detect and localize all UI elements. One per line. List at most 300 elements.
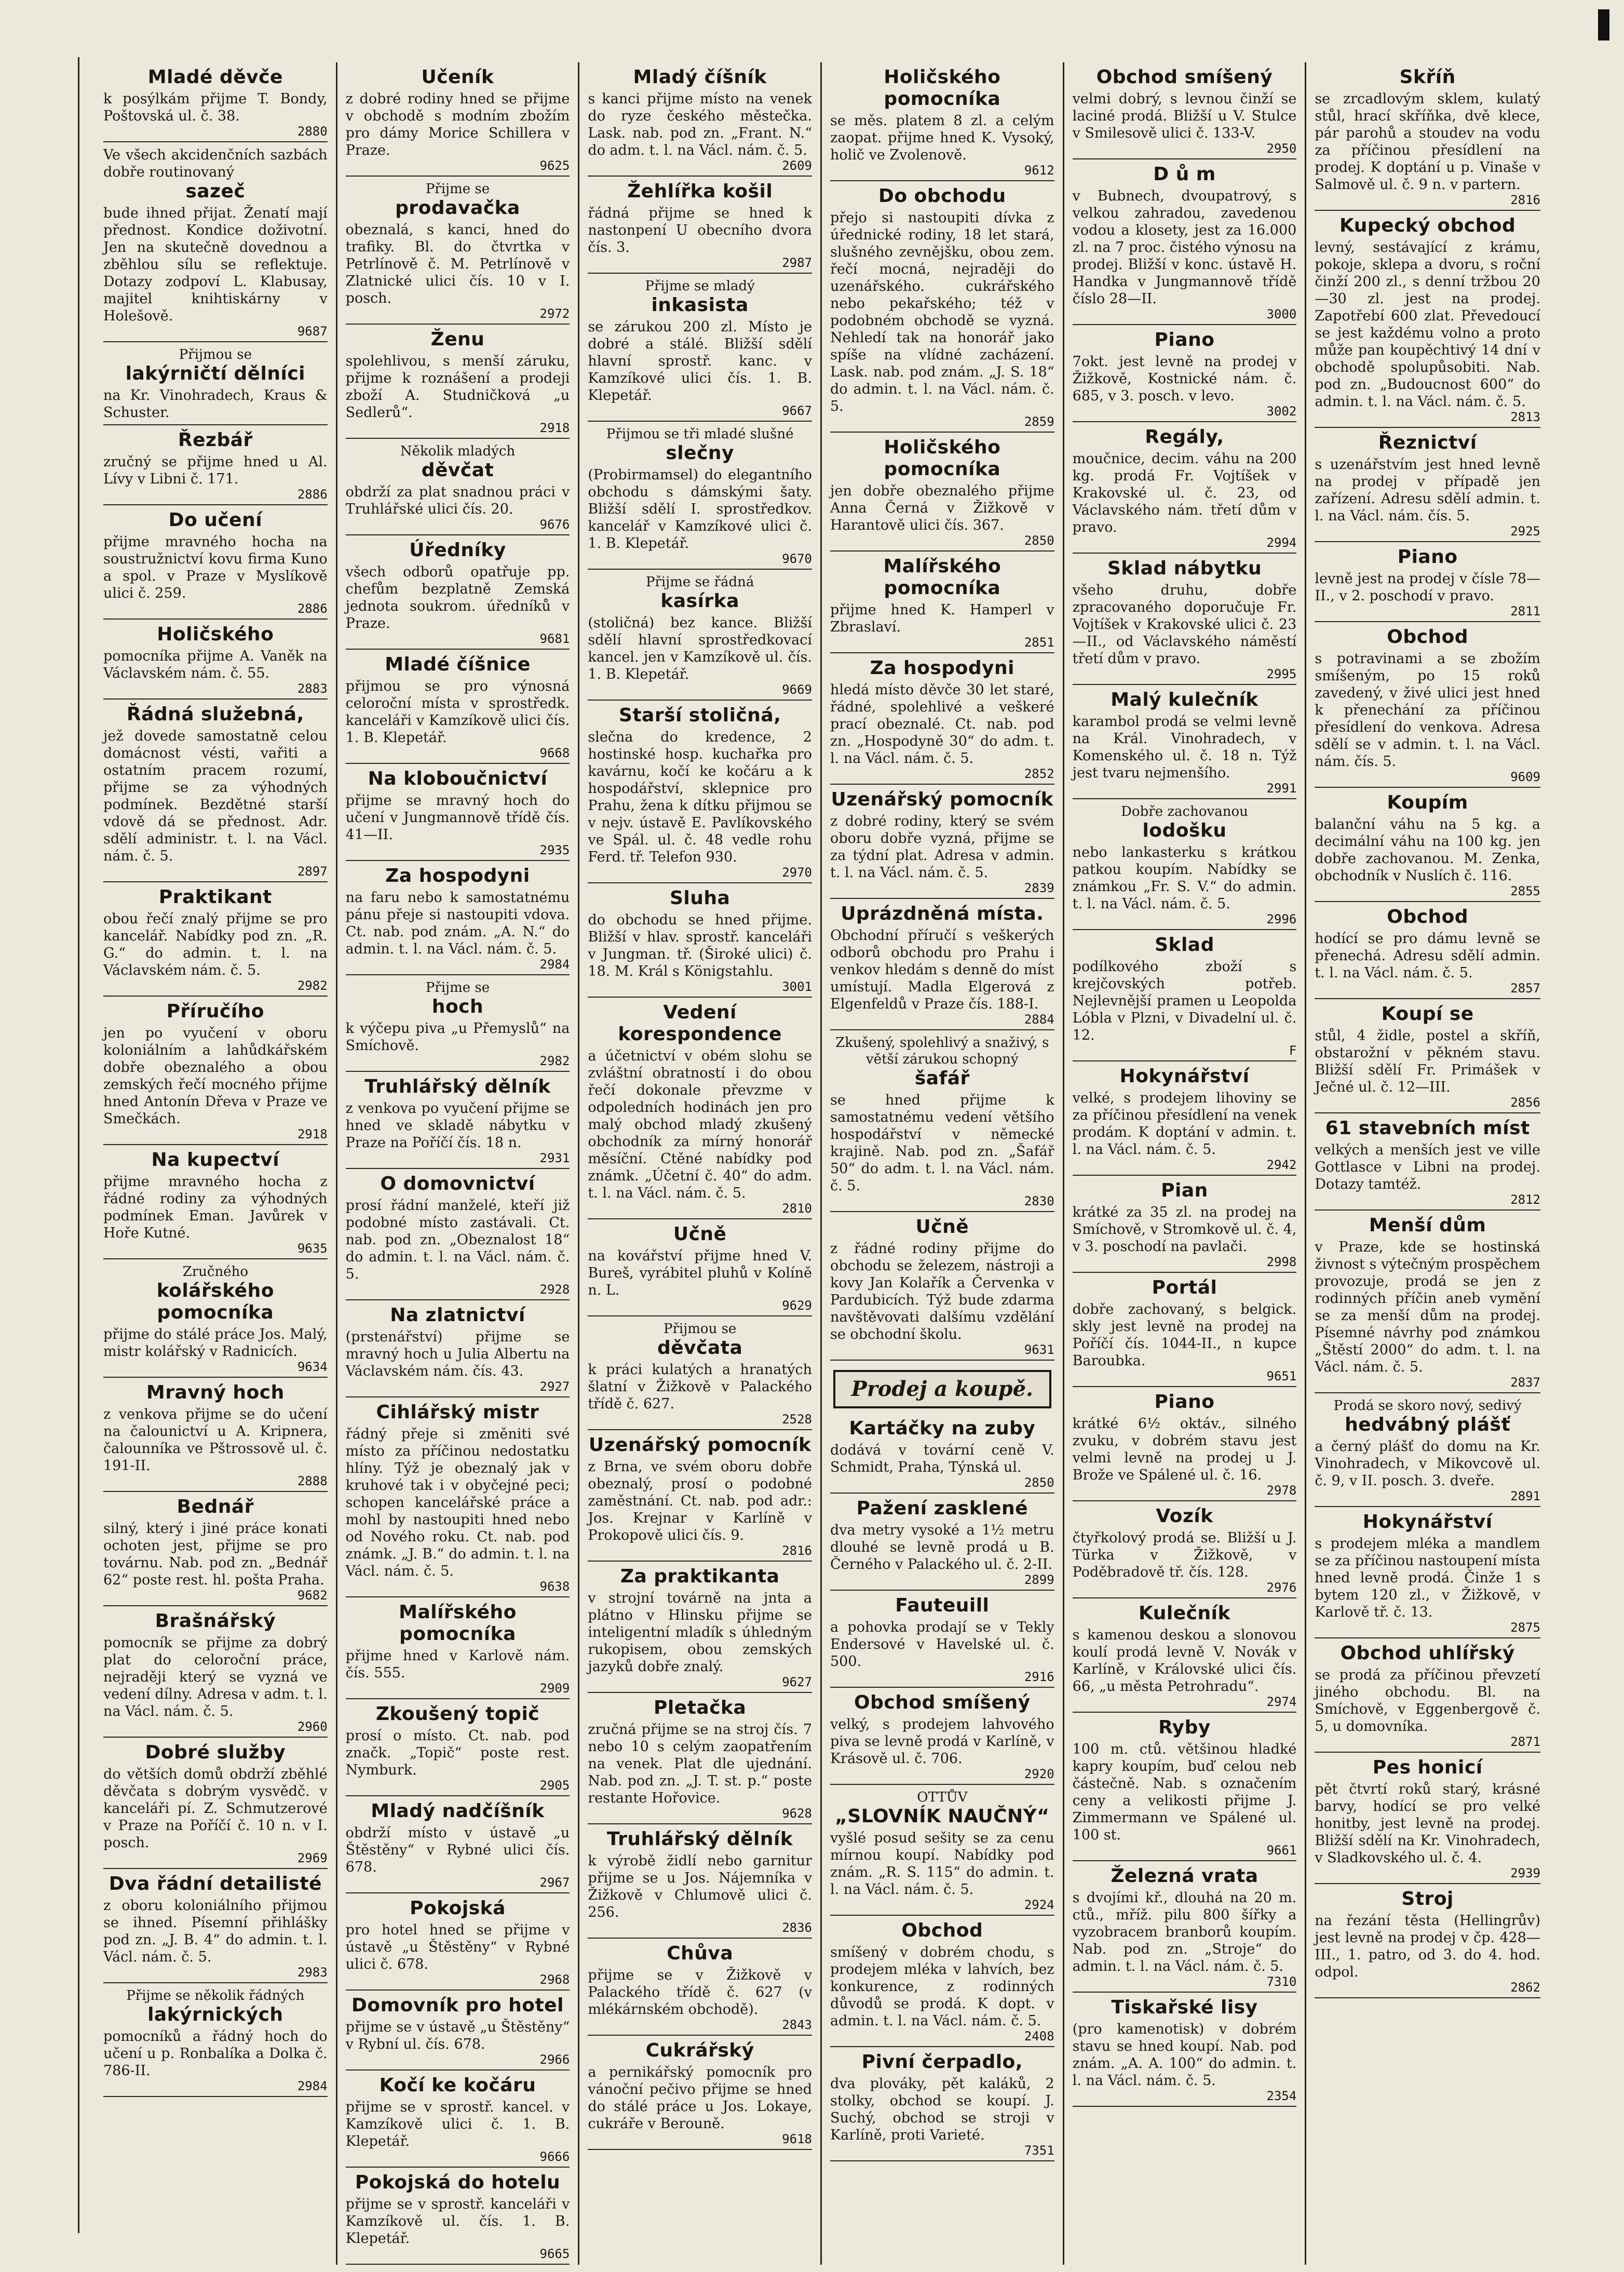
ad-heading: Řeznictví — [1378, 432, 1477, 453]
ad-number: 2996 — [1266, 912, 1297, 926]
ad-number: 2886 — [297, 487, 328, 502]
ad-text: dva metry vysoké a 1½ metru dlouhé se levně prodá u B. Černého v Palackého ul. č. 2-II. — [830, 1522, 1054, 1572]
ad-number: 2837 — [1510, 1375, 1540, 1390]
classified-ad — [346, 1397, 570, 1597]
ad-heading: Uprázdněná místa. — [841, 903, 1044, 924]
ad-heading: Příručího — [166, 1001, 265, 1022]
ad-heading: Koupí se — [1381, 1003, 1474, 1025]
classified-ad — [830, 552, 1054, 653]
ad-number: 2994 — [1266, 535, 1297, 550]
ad-text: z Brna, ve svém oboru dobře obeznalý, prosí o podobné zaměstnání. Ct. nab. pod adr.: Jos. Krejnar v Karlíně v Prokopově ulici čís. 9. — [588, 1459, 812, 1543]
ad-number: 2897 — [297, 864, 328, 879]
ad-heading: Sklad — [1155, 934, 1214, 956]
classified-ad — [1073, 1176, 1297, 1273]
ad-text: podílkového zboží s krejčovských potřeb. Nejlevnější pramen u Leopolda Lóbla v Plzni, v Divadelní ul. č. 12. — [1072, 959, 1297, 1043]
ad-text: z dobré rodiny hned se přijme v obchodě s modním zbožím pro dámy Morice Schillera v Praze. — [345, 91, 570, 158]
ad-number: 2978 — [1266, 1483, 1297, 1498]
ad-text: se zárukou 200 zl. Místo je dobré a stálé. Bližší sdělí hlavní sprostř. kanc. v Kamzíkové ulici čís. 1. B. Klepetář. — [588, 319, 812, 404]
ad-number: 2972 — [539, 306, 570, 321]
ad-text: hodící se pro dámu levně se přenechá. Adresu sdělí admin. t. l. na Václ. nám. č. 5. — [1315, 931, 1540, 981]
classified-ad — [1315, 1393, 1540, 1507]
ad-number: 2843 — [782, 2018, 812, 2032]
ad-heading: Obchod uhlířský — [1340, 1643, 1515, 1664]
ad-number: 2905 — [539, 1778, 570, 1793]
ad-number: 9676 — [539, 517, 570, 532]
ad-heading: Obchod — [901, 1920, 983, 1941]
classified-ad — [830, 1785, 1054, 1916]
ad-number: 2855 — [1510, 884, 1540, 898]
ad-heading: Vozík — [1156, 1505, 1213, 1527]
ad-number: 2836 — [782, 1920, 812, 1935]
ad-text: na kovářství přijme hned V. Bureš, vyrábitel pluhů v Kolíně n. L. — [588, 1248, 812, 1298]
ad-heading: Dobré služby — [145, 1742, 286, 1763]
ad-heading: sazeč — [185, 181, 246, 202]
ad-text: bude ihned přijat. Ženatí mají přednost. Kondice doživotní. Jen na skutečně dovednou a zběhlou sílu se reflektuje. Dotazy zodpoví L. Klabusay, majitel knihtiskárny v Holešově. — [103, 205, 328, 324]
ad-number: 2918 — [297, 1127, 328, 1141]
classified-ad — [1315, 1884, 1540, 1998]
ad-text: levně jest na prodej v čísle 78—II., v 2. poschodí v pravo. — [1315, 571, 1540, 604]
ad-number: 2886 — [297, 601, 328, 616]
ad-text: všech odborů opatřuje pp. chefům bezplatně Zemská jednota soukrom. úředníků v Praze. — [345, 564, 570, 631]
ad-number: 9669 — [782, 682, 812, 697]
ad-text: všeho druhu, dobře zpracovaného doporučuje Fr. Vojtíšek v Krakovské ulici č. 23—II., od Václavského náměstí třetí dům v pravo. — [1072, 582, 1297, 667]
ad-heading: Žehlířka košil — [627, 181, 773, 202]
classified-ad — [830, 181, 1054, 433]
classified-ad — [830, 1916, 1054, 2047]
ad-heading: hedvábný plášť — [1345, 1414, 1511, 1435]
classified-ad — [103, 620, 328, 700]
ad-heading: Obchod smíšený — [854, 1692, 1031, 1713]
ad-heading: Kočí ke kočáru — [379, 2075, 536, 2096]
page-edge-mark — [1598, 9, 1609, 41]
ad-text: krátké 6½ oktáv., silného zvuku, v dobrém stavu jest velmi levně na prodej u J. Brože ve Spálené ul. č. 16. — [1072, 1416, 1297, 1483]
classified-ad — [1315, 428, 1540, 542]
classified-ad — [1073, 159, 1297, 325]
ad-heading: Úředníky — [409, 540, 506, 561]
ad-text: v Bubnech, dvoupatrový, s velkou zahradou, zavedenou vodou a klosety, jest za 16.000 zl. na 7 proc. čistého výnosu na prodej. Bližší v konc. ústavě H. Handka v Jungmannově třídě číslo 28—II. — [1072, 188, 1297, 307]
ad-heading: lakýrničtí dělníci — [125, 363, 305, 384]
ad-text: krátké za 35 zl. na prodej na Smíchově, v Stromkově ul. č. 4, v 3. poschodí na pavlači. — [1072, 1204, 1297, 1255]
ad-heading: Pažení zasklené — [856, 1498, 1028, 1519]
ad-number: 2950 — [1266, 141, 1297, 156]
ad-text: přijme se v sprostř. kancel. v Kamzíkově ulici č. 1. B. Klepetář. — [345, 2099, 570, 2149]
classified-ad — [103, 62, 328, 142]
ad-text: dodává v tovární ceně V. Schmidt, Praha, Týnská ul. — [830, 1442, 1054, 1475]
classified-ad — [103, 882, 328, 997]
ad-text: pomocník se přijme za dobrý plat do celoroční práce, nejraději který se vyzná ve vedení dílny. Adresa v adm. t. l. na Václ. nám. č. 5. — [103, 1635, 328, 1719]
ad-number: 2899 — [1024, 1572, 1054, 1587]
ad-number: 2982 — [297, 978, 328, 993]
classified-ad — [346, 1991, 570, 2071]
classified-ad — [346, 861, 570, 975]
classified-ad — [830, 433, 1054, 552]
classified-ad — [1315, 1113, 1540, 1211]
classified-ad — [1073, 799, 1297, 930]
classified-ad — [1073, 1861, 1297, 1993]
ad-number: 9667 — [782, 404, 812, 418]
classified-ad — [346, 764, 570, 861]
ad-number: 2859 — [1024, 414, 1054, 429]
ad-number: 2839 — [1024, 881, 1054, 895]
ad-number: 9681 — [539, 631, 570, 646]
ad-number: 2871 — [1510, 1735, 1540, 1749]
classified-ad — [588, 998, 812, 1219]
classified-ad — [588, 2036, 812, 2150]
ad-heading: děvčata — [657, 1337, 743, 1359]
ad-number: 2927 — [539, 1379, 570, 1394]
ad-heading: Učeník — [421, 66, 494, 88]
ad-heading: Učně — [673, 1224, 727, 1245]
classified-ad — [346, 1796, 570, 1893]
classified-ad — [1315, 1211, 1540, 1393]
ad-text: stůl, 4 židle, postel a skříň, obstarožní v pěkném stavu. Bližší sdělí Fr. Primášek v Ječné ul. č. 12—III. — [1315, 1028, 1540, 1095]
ad-text: a černý plášť do domu na Kr. Vinohradech, v Mikovcově ul. č. 9, v II. posch. 3. dveře. — [1315, 1439, 1540, 1489]
classified-ad — [1315, 902, 1540, 999]
classified-ad — [103, 1259, 328, 1378]
ad-intro: Několik mladých — [400, 443, 516, 459]
classified-ad — [830, 1212, 1054, 1361]
ad-number: 2916 — [1024, 1670, 1054, 1684]
ad-number: 9668 — [539, 746, 570, 760]
ad-number: 2924 — [1024, 1898, 1054, 1912]
ad-number: 2928 — [539, 1282, 570, 1297]
classified-ad — [588, 883, 812, 998]
classified-ad — [346, 1597, 570, 1699]
ad-text: dva plováky, pět kaláků, 2 stolky, obchod se koupí. J. Suchý, obchod se stroji v Karlíně, proti Varieté. — [830, 2076, 1054, 2143]
ad-number: 2852 — [1024, 767, 1054, 781]
ad-heading: Řezbář — [178, 429, 253, 451]
ad-number: 2857 — [1510, 981, 1540, 996]
ad-heading: Do učení — [168, 509, 263, 531]
ad-heading: Portál — [1152, 1277, 1217, 1298]
ad-text: přijme se v sprostř. kanceláři v Kamzíkově ul. čís. 1. B. Klepetář. — [345, 2196, 570, 2247]
ad-text: silný, který i jiné práce konati ochoten jest, přijme se pro továrnu. Nab. pod zn. „Bednář 62“ poste rest. hl. pošta Praha. — [103, 1521, 328, 1588]
classified-ad — [1073, 1598, 1297, 1713]
ad-text: se měs. platem 8 zl. a celým zaopat. přijme hned K. Vysoký, holič ve Zvolenově. — [830, 113, 1054, 163]
ad-heading: Malířského pomocníka — [399, 1602, 517, 1645]
ad-number: 2856 — [1510, 1095, 1540, 1110]
ad-number: 2966 — [539, 2052, 570, 2067]
ad-heading: Holičského pomocníka — [884, 66, 1001, 110]
ad-number: 9634 — [297, 1360, 328, 1374]
ad-heading: Ryby — [1158, 1717, 1211, 1738]
column-4 — [822, 62, 1064, 2265]
ad-number: 2812 — [1510, 1192, 1540, 1207]
ad-intro: Přijme se několik řádných — [126, 1988, 305, 2004]
ad-intro: Přijmou se — [179, 347, 252, 362]
ad-number: 9670 — [782, 552, 812, 566]
ad-number: 9609 — [1510, 770, 1540, 784]
classified-ad — [588, 570, 812, 701]
ad-heading: Domovník pro hotel — [351, 1995, 564, 2016]
classified-ad — [830, 1030, 1054, 1212]
classified-ad — [1315, 211, 1540, 428]
ad-number: 2816 — [1510, 193, 1540, 207]
ad-text: s kamenou deskou a slonovou koulí prodá levně V. Novák v Karlíně, v Královské ulici čís. 66, „u města Petrohradu“. — [1072, 1627, 1297, 1695]
classified-ad — [830, 653, 1054, 785]
ad-heading: Zkoušený topič — [375, 1703, 540, 1725]
ad-number: 2528 — [782, 1412, 812, 1427]
classified-ad — [588, 274, 812, 422]
ad-heading: Fauteuill — [895, 1595, 990, 1616]
ad-number: 2995 — [1266, 667, 1297, 681]
ad-number: 2888 — [297, 1474, 328, 1488]
ad-intro: Zručného — [182, 1264, 248, 1280]
ad-number: 2984 — [297, 2079, 328, 2093]
classified-ad — [346, 535, 570, 650]
classified-ad — [346, 62, 570, 177]
ad-text: v strojní továrně na jnta a plátno v Hlinsku přijme se inteligentní mladík s úhledným rukopisem, obou zemských jazyků dobře znalý. — [588, 1590, 812, 1675]
ad-text: na faru nebo k samostatnému pánu přeje si nastoupiti vdova. Ct. nab. pod znám. „A. N.“ do admin. t. l. na Václ. nám. č. 5. — [345, 890, 570, 957]
classified-ad — [346, 1072, 570, 1169]
ad-heading: inkasista — [651, 294, 749, 316]
classified-ad — [346, 439, 570, 535]
ad-heading: Do obchodu — [878, 185, 1006, 207]
ad-intro: Dobře zachovanou — [1121, 804, 1248, 819]
column-2 — [337, 62, 580, 2265]
ad-intro: OTTŮV — [917, 1790, 968, 1805]
classified-ad — [1073, 1273, 1297, 1387]
ad-text: k posýlkám přijme T. Bondy, Poštovská ul. č. 38. — [103, 91, 328, 124]
ad-number: 2983 — [297, 1965, 328, 1980]
ad-heading: prodavačka — [395, 197, 520, 219]
ad-text: přijme se mravný hoch do učení v Jungmannově třídě čís. 41—II. — [345, 792, 570, 843]
ad-number: 9687 — [297, 324, 328, 339]
ad-heading: Pokojská — [410, 1898, 506, 1919]
ad-heading: Obchod smíšený — [1096, 66, 1273, 88]
ad-heading: Menší dům — [1369, 1215, 1486, 1236]
ad-heading: Truhlářský dělník — [607, 1829, 793, 1850]
ad-text: přijme mravného hocha na soustružnictví kovu firma Kuno a spol. v Praze v Myslíkově ulici č. 259. — [103, 534, 328, 601]
ad-number: 2935 — [539, 843, 570, 857]
classified-ad — [346, 650, 570, 764]
ad-intro: Zkušený, spolehlivý a snaživý, s větší zárukou schopný — [835, 1035, 1049, 1067]
classified-ad — [346, 1699, 570, 1796]
ad-number: 2960 — [297, 1719, 328, 1734]
ad-text: velkých a menších jest ve ville Gottlasce v Libni na prodej. Dotazy tamtéž. — [1315, 1142, 1540, 1192]
ad-heading: slečny — [666, 442, 734, 464]
ad-number: 9612 — [1024, 163, 1054, 178]
ad-text: se prodá za příčinou převzetí jiného obchodu. Bl. na Smíchově, v Eggenbergově č. 5, u domovníka. — [1315, 1667, 1540, 1735]
newspaper-page — [78, 57, 1554, 2261]
classified-ad — [588, 1693, 812, 1824]
classified-ad — [1315, 1753, 1540, 1884]
classified-ad — [1315, 999, 1540, 1113]
ad-text: řádná přijme se hned k nastonpení U obecního dvora čís. 3. — [588, 205, 812, 256]
ad-text: přijme mravného hocha z řádné rodiny za výhodných podmínek Eman. Javůrek v Hoře Kutné. — [103, 1174, 328, 1241]
ad-text: a pernikářský pomocník pro vánoční pečivo přijme se hned do stálé práce u Jos. Lokaye, cukráře v Berouně. — [588, 2064, 812, 2132]
ad-heading: Řádná služebná, — [126, 704, 304, 725]
ad-text: pomocníků a řádný hoch do učení u p. Ronbalíka a Dolka č. 786-II. — [103, 2028, 328, 2079]
ad-text: smíšený v dobrém chodu, s prodejem mléka v lahvích, bez konkurence, z rodinných důvodů se prodá. K dopt. v admin. t. l. na Václ. nám. č. 5. — [830, 1944, 1054, 2029]
ad-text: (Probirmamsel) do elegantního obchodu s dámskými šaty. Bližší sdělí I. sprostředkov. kancelář v Kamzíkové ulici č. 1. B. Klepetář. — [588, 467, 812, 552]
classified-ad — [830, 1591, 1054, 1688]
ad-number: 2811 — [1510, 604, 1540, 619]
ad-heading: Starší stoličná, — [618, 705, 781, 726]
ad-heading: O domovnictví — [380, 1173, 535, 1194]
ad-heading: Mladé číšnice — [385, 654, 531, 675]
ad-number: 3002 — [1266, 404, 1297, 419]
ad-intro: Prodá se skoro nový, sedivý — [1333, 1398, 1522, 1414]
ad-number: 7351 — [1024, 2143, 1054, 2158]
ad-heading: Kulečník — [1139, 1603, 1230, 1624]
ad-heading: Na zlatnictví — [390, 1305, 525, 1326]
ad-text: hledá místo děvče 30 let staré, řádné, spolehlivé a veškeré prací obeznalé. Ct. nab. pod zn. „Hospodyně 30“ do adm. t. l. na Václ. nám. č. 5. — [830, 682, 1054, 767]
ad-number: 2968 — [539, 1972, 570, 1987]
ad-text: 100 m. ctů. většinou hladké kapry koupím, buď celou neb částečně. Nab. s označením ceny a velikosti přijme J. Zimmermann ve Spálené ul. 100 st. — [1072, 1741, 1297, 1843]
ad-number: 9666 — [539, 2149, 570, 2164]
classified-ad — [1073, 1387, 1297, 1501]
ad-text: v Praze, kde se hostinská živnost s výtečným prospěchem provozuje, prodá se jen z rodinných příčin aneb vymění se za menší dům na prodej. Písemné návrhy pod známkou „Štěstí 2000“ do adm. t. l. na Václ. nám. č. 5. — [1315, 1239, 1540, 1375]
ad-heading: Kartáčky na zuby — [849, 1418, 1036, 1439]
ad-text: obou řečí znalý přijme se pro kancelář. Nabídky pod zn. „R. G.“ do admin. t. l. na Václavském nám. č. 5. — [103, 911, 328, 978]
ad-heading: Mladé děvče — [147, 66, 283, 88]
classified-ad — [103, 1606, 328, 1738]
ad-number: 2810 — [782, 1201, 812, 1216]
ad-number: 2891 — [1510, 1489, 1540, 1503]
classified-ad — [103, 1869, 328, 1983]
ad-number: 9628 — [782, 1806, 812, 1821]
ad-heading: Za hospodyni — [385, 865, 530, 886]
ad-heading: Pivní čerpadlo, — [861, 2051, 1023, 2073]
classified-ad — [1073, 422, 1297, 554]
ad-number: 3001 — [782, 979, 812, 994]
ad-text: Obchodní příručí s veškerých odborů obchodu pro Prahu i venkov hledám s denně do míst umístují. Madla Elgerová z Elgenfeldů v Praze čís. 188-I. — [830, 927, 1054, 1012]
classified-ad — [103, 1145, 328, 1259]
ad-heading: Stroj — [1401, 1888, 1454, 1910]
ad-number: 2969 — [297, 1851, 328, 1865]
ad-number: 9635 — [297, 1241, 328, 1256]
ad-text: balanční váhu na 5 kg. a decimální váhu na 100 kg. jen dobře zachovanou. M. Zenka, obchodník v Nuslích č. 116. — [1315, 816, 1540, 884]
classified-ad — [103, 342, 328, 425]
ad-number: 2354 — [1266, 2089, 1297, 2103]
ad-number: 2851 — [1024, 635, 1054, 650]
classified-ad — [1315, 622, 1540, 788]
ad-heading: Sklad nábytku — [1107, 558, 1262, 579]
ad-heading: Brašnářský — [155, 1610, 276, 1632]
classified-ad — [1073, 325, 1297, 422]
ad-number: 9665 — [539, 2247, 570, 2261]
ad-intro: Přijmou se — [663, 1321, 737, 1337]
ad-intro: Přijme se — [425, 980, 490, 996]
ad-text: (prstenářství) přijme se mravný hoch u Julia Albertu na Václavském nám. čís. 43. — [345, 1329, 570, 1379]
classified-ad — [346, 177, 570, 325]
ad-heading: Bednář — [177, 1496, 254, 1517]
ad-number: 2982 — [539, 1054, 570, 1068]
ad-number: 2970 — [782, 865, 812, 880]
ad-number: 2862 — [1510, 1980, 1540, 1995]
ad-text: s prodejem mléka a mandlem se za příčinou nastoupení místa hned levně prodá. Činže 1 s bytem 120 zl., v Žižkově, v Karlově tř. č. 13. — [1315, 1536, 1540, 1620]
ad-heading: „SLOVNÍK NAUČNÝ“ — [835, 1806, 1050, 1827]
ad-text: přijme hned K. Hamperl v Zbraslaví. — [830, 602, 1054, 635]
classified-ad — [1073, 554, 1297, 685]
ad-number: 9618 — [782, 2132, 812, 2146]
classified-ad — [588, 177, 812, 274]
ad-text: zručná přijme se na stroj čís. 7 nebo 10 s celým zaopatřením na venek. Plat dle ujednání. Nab. pod zn. „J. T. st. p.“ poste restante Hořovice. — [588, 1722, 812, 1806]
ad-heading: Na kupectví — [151, 1149, 280, 1171]
column-1 — [95, 62, 337, 2265]
classified-ad — [1073, 1061, 1297, 1176]
ad-heading: Holičského pomocníka — [884, 437, 1001, 480]
ad-text: k výčepu piva „u Přemyslů“ na Smíchově. — [345, 1020, 570, 1054]
ad-number: 2816 — [782, 1543, 812, 1558]
ad-text: jen dobře obeznalého přijme Anna Černá v Žižkově v Harantově ulici čís. 367. — [830, 483, 1054, 533]
ad-number: 2998 — [1266, 1255, 1297, 1269]
ad-text: z dobré rodiny, který se svém oboru dobře vyzná, přijme se za týdní plat. Adresa v admin. t. l. na Václ. nám. č. 5. — [830, 813, 1054, 881]
ad-text: levný, sestávající z krámu, pokoje, sklepa a dvoru, s roční činží 200 zl., s denní tržbou 20—30 zl. jest na prodej. Zapotřebí 600 zlat. Převedoucí se jest každému volno a proto může pan koupěchtivý 14 dní v obchodě spolupůsobiti. Nab. pod zn. „Budoucnost 600“ do admin. t. l. na Václ. nám. č. 5. — [1315, 239, 1540, 410]
ad-heading: hoch — [431, 996, 484, 1017]
ad-text: dobře zachovaný, s belgick. skly jest levně na prodej na Poříčí čís. 1044-II., n kupce Baroubka. — [1072, 1301, 1297, 1369]
ad-heading: Mladý nadčíšník — [371, 1800, 545, 1822]
ad-number: 9627 — [782, 1675, 812, 1689]
classified-ad — [103, 425, 328, 505]
ad-heading: Uzenářský pomocník — [588, 1434, 811, 1456]
classified-ad — [830, 2047, 1054, 2161]
ad-text: jen po vyučení v oboru koloniálním a lahůdkářském dobře obeznalého a obou zemských řečí mocného přijme hned Antonín Dřeva v Praze ve Smečkách. — [103, 1025, 328, 1127]
ad-heading: Kupecký obchod — [1339, 215, 1516, 236]
classified-ad — [346, 1893, 570, 1991]
ad-text: přijme do stálé práce Jos. Malý, mistr kolářský v Radnicích. — [103, 1326, 328, 1360]
ad-number: 9631 — [1024, 1342, 1054, 1357]
ad-intro: Přijme se řádná — [645, 574, 754, 590]
ad-text: prosí o místo. Ct. nab. pod značk. „Topič“ poste rest. Nymburk. — [345, 1728, 570, 1778]
ad-text: se zrcadlovým sklem, kulatý stůl, hrací skříňka, dvě klece, pár parohů a stoudev na vodu za příčinou přesídlení na prodej. K doptání u p. Vinaše v Salmově ul. č. 9 n. v partern. — [1315, 91, 1540, 193]
ad-heading: Železná vrata — [1111, 1865, 1258, 1887]
classified-ad — [346, 1300, 570, 1397]
ad-number: 2883 — [297, 681, 328, 696]
classified-ad — [830, 1688, 1054, 1785]
ad-text: přijme se v Žižkově v Palackého třídě č. 627 (v mlékárnském obchodě). — [588, 1967, 812, 2018]
ad-heading: Piano — [1154, 329, 1215, 351]
ad-text: spolehlivou, s menší záruku, přijme k roznášení a prodeji zboží A. Studničková „u Sedlerů“. — [345, 353, 570, 421]
ad-heading: Dva řádní detailisté — [109, 1873, 322, 1894]
classified-ad — [346, 2071, 570, 2168]
ad-heading: Regály, — [1145, 426, 1224, 448]
ad-heading: Mravný hoch — [146, 1382, 285, 1403]
ad-heading: děvčat — [421, 460, 494, 481]
ad-text: s dvojími kř., dlouhá na 20 m. ctů., mříž. pilu 800 šířky a vyzobracem branborů koupím. Nab. pod zn. „Stroje“ do admin. t. l. na Václ. nám. č. 5. — [1072, 1890, 1297, 1974]
ad-text: obdrží místo v ústavě „u Štěstěny“ v Rybné ulici čís. 678. — [345, 1825, 570, 1875]
ad-heading: Piano — [1397, 546, 1458, 568]
ad-text: k výrobě židlí nebo garnitur přijme se u Jos. Nájemníka v Žižkově v Chlumově ulici č. 256. — [588, 1853, 812, 1920]
ad-number: 2920 — [1024, 1767, 1054, 1781]
column-5 — [1064, 62, 1307, 2265]
ad-heading: Za hospodyni — [870, 657, 1015, 679]
ad-heading: Praktikant — [158, 886, 272, 908]
column-3 — [579, 62, 822, 2265]
classified-ad — [1315, 1638, 1540, 1753]
ad-heading: Obchod — [1387, 626, 1469, 648]
ad-text: z venkova po vyučení přijme se hned ve skladě nábytku v Praze na Poříčí čís. 18 n. — [345, 1100, 570, 1151]
ad-number: 2830 — [1024, 1194, 1054, 1208]
ad-heading: 61 stavebních míst — [1325, 1118, 1530, 1139]
ad-text: slečna do kredence, 2 hostinské hosp. kuchařka pro kavárnu, kočí ke kočáru a k hospodářství, sklepnice pro Prahu, žena k dítku přijmou se v nejv. ústavě E. Pavlíkovského ve Spál. ul. č. 48 vedle rohu Ferd. tř. Telefon 930. — [588, 729, 812, 865]
classified-ad — [1315, 62, 1540, 211]
ad-heading: Pokojská do hotelu — [355, 2172, 561, 2193]
ad-intro: Ve všech akcidenčních sazbách dobře routinovaný — [103, 147, 328, 180]
ad-number: 2991 — [1266, 781, 1297, 796]
ad-heading: Vedení korespondence — [618, 1002, 782, 1045]
ad-number: 9625 — [539, 158, 570, 173]
ad-number: 9682 — [297, 1588, 328, 1603]
ad-number: 2884 — [1024, 1012, 1054, 1027]
ad-number: 2875 — [1510, 1620, 1540, 1635]
ad-heading: Truhlářský dělník — [364, 1076, 551, 1097]
classified-ad — [1073, 930, 1297, 1061]
classified-ad — [588, 62, 812, 177]
ad-number: 2976 — [1266, 1580, 1297, 1595]
classified-ad — [103, 1738, 328, 1869]
